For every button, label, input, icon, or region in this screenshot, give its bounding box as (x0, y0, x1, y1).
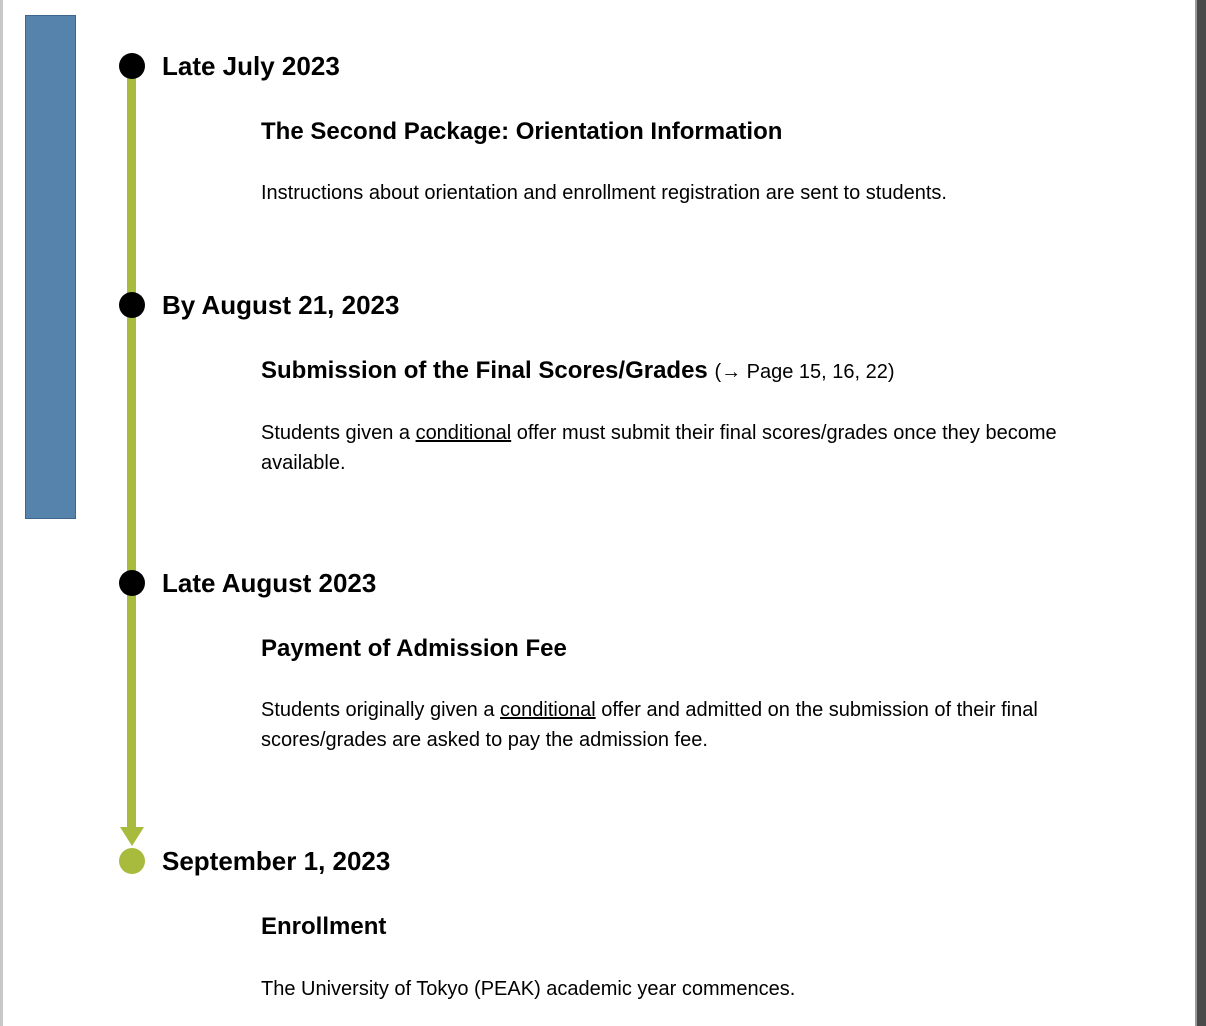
timeline-heading-2-row (261, 357, 895, 385)
timeline-heading-2: Submission of the Final Scores/Grades (261, 357, 708, 384)
section-side-tab-label: Ⅰ.OVERVIEW OF THE APPLICATION PROCESS (11, 41, 27, 358)
underlined-term: conditional (415, 422, 512, 444)
description-text: offer must submit their final scores/grades once they become available. (261, 422, 1057, 474)
timeline-description-2 (261, 418, 1091, 478)
timeline-heading-4: Enrollment (261, 913, 387, 940)
timeline-dot-3 (119, 570, 145, 596)
section-side-tab (25, 15, 76, 519)
timeline-dot-2 (119, 292, 145, 318)
timeline-line (127, 66, 136, 829)
description-text: offer and admitted on the submission of their final scores/grades are asked to pay the admission fee. (261, 699, 1038, 751)
timeline-heading-1: The Second Package: Orientation Information (261, 118, 783, 145)
timeline-date-4: September 1, 2023 (162, 846, 391, 876)
timeline-description-3 (261, 695, 1091, 755)
timeline-heading-3: Payment of Admission Fee (261, 635, 567, 662)
description-text: Students given a (261, 422, 416, 444)
description-text: Students originally given a (261, 699, 501, 721)
timeline-arrow-head (120, 827, 144, 846)
timeline-dot-final (119, 848, 145, 874)
timeline-date-3: Late August 2023 (162, 568, 377, 598)
underlined-term: conditional (500, 699, 596, 721)
page-left-border (0, 0, 3, 1026)
timeline-dot-1 (119, 53, 145, 79)
page-right-border (1197, 0, 1206, 1026)
timeline-date-1: Late July 2023 (162, 51, 340, 81)
timeline-date-2: By August 21, 2023 (162, 290, 400, 320)
page-reference: (→ Page 15, 16, 22) (714, 361, 895, 383)
timeline-description-4: The University of Tokyo (PEAK) academic year commences. (261, 978, 796, 1000)
timeline-description-1: Instructions about orientation and enrollment registration are sent to students. (261, 182, 947, 204)
